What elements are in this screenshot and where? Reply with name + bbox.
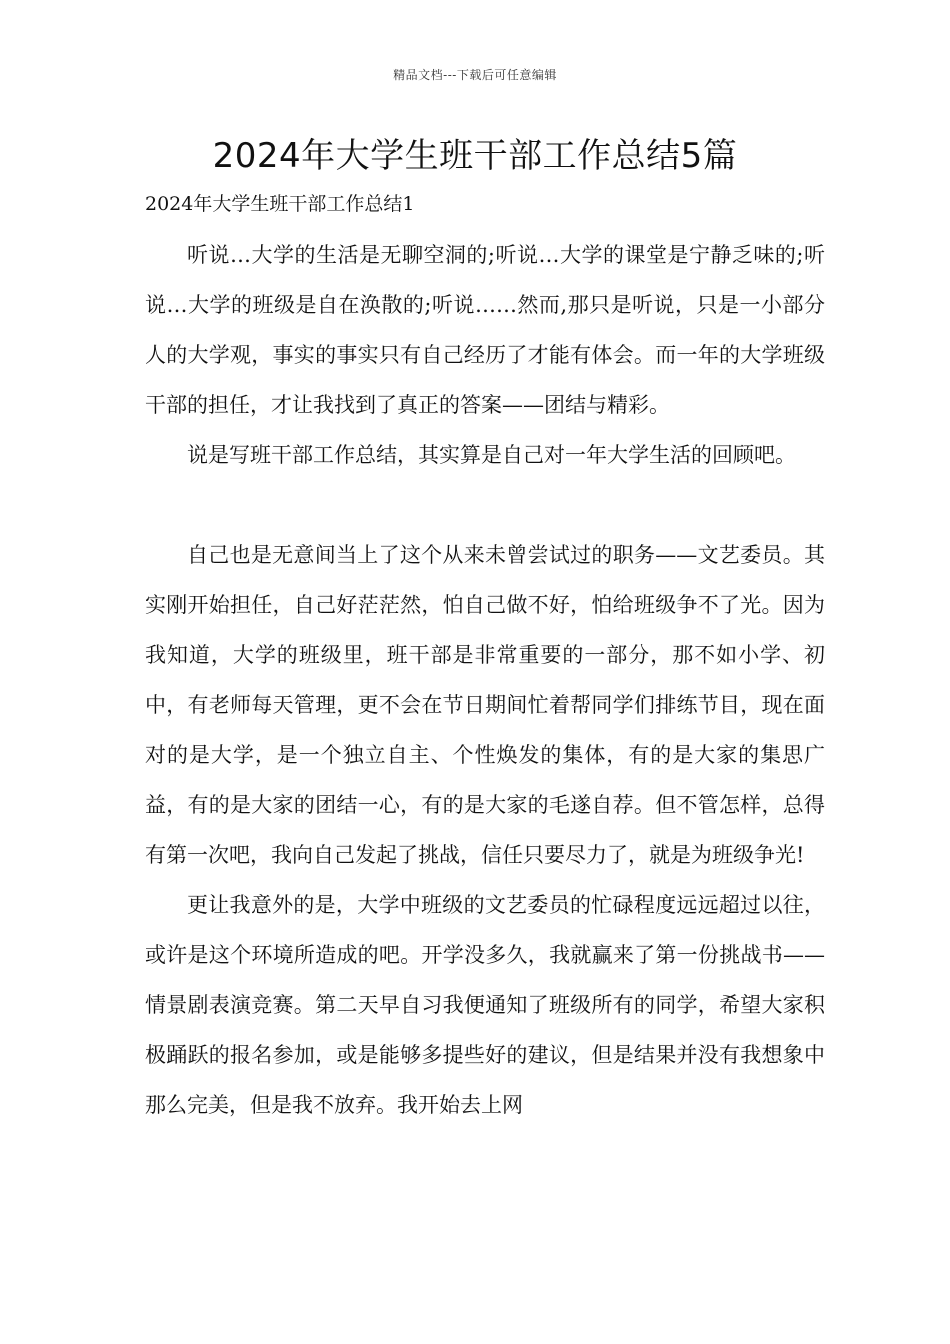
body-text: [145, 230, 825, 1130]
paragraph-2: 说是写班干部工作总结，其实算是自己对一年大学生活的回顾吧。: [187, 443, 796, 467]
document-title: 2024年大学生班干部工作总结5篇: [212, 136, 738, 176]
paragraph-1: 听说…大学的生活是无聊空洞的;听说…大学的课堂是宁静乏味的;听说…大学的班级是自在涣散的;听说……然而,那只是听说，只是一小部分人的大学观，事实的事实只有自己经历了才能有体会。而一年的大学班级干部的担任，才让我找到了真正的答案——团结与精彩。: [145, 243, 825, 417]
header-note: 精品文档---下载后可任意编辑: [393, 68, 557, 82]
paragraph-3: 自己也是无意间当上了这个从来未曾尝试过的职务——文艺委员。其实刚开始担任，自己好茫茫然，怕自己做不好，怕给班级争不了光。因为我知道，大学的班级里，班干部是非常重要的一部分，那不如小学、初中，有老师每天管理，更不会在节日期间忙着帮同学们排练节目，现在面对的是大学，是一个独立自主、个性焕发的集体，有的是大家的集思广益，有的是大家的团结一心，有的是大家的毛遂自荐。但不管怎样，总得有第一次吧，我向自己发起了挑战，信任只要尽力了，就是为班级争光!: [145, 543, 825, 867]
paragraph-4: 更让我意外的是，大学中班级的文艺委员的忙碌程度远远超过以往，或许是这个环境所造成的吧。开学没多久，我就赢来了第一份挑战书——情景剧表演竞赛。第二天早自习我便通知了班级所有的同学，希望大家积极踊跃的报名参加，或是能够多提些好的建议，但是结果并没有我想象中那么完美，但是我不放弃。我开始去上网: [145, 893, 825, 1117]
section-title: 2024年大学生班干部工作总结1: [145, 193, 415, 215]
